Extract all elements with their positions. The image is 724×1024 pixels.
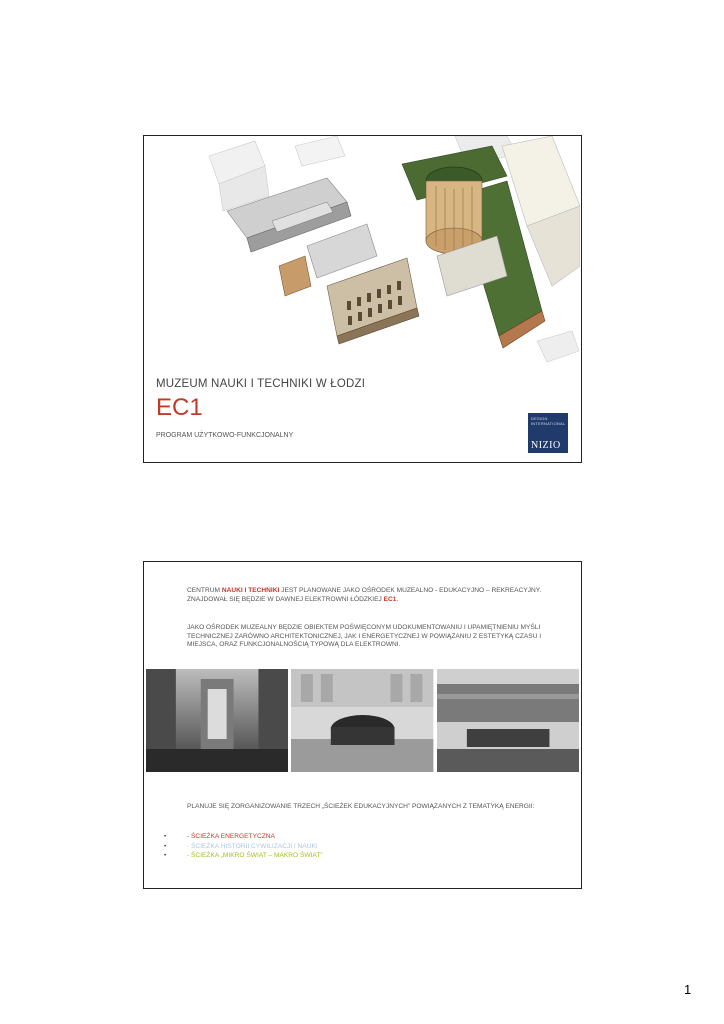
logo-name: NIZIO xyxy=(531,440,561,451)
photo-control-room xyxy=(437,669,579,772)
slide-title: EC1 xyxy=(156,394,203,421)
list-item xyxy=(164,851,323,861)
slide-1 xyxy=(143,135,582,463)
program-label: PROGRAM UŻYTKOWO-FUNKCJONALNY xyxy=(156,432,294,439)
para1-highlight: NAUKI I TECHNIKI xyxy=(221,587,280,594)
slide-2 xyxy=(143,561,582,889)
photo-strip xyxy=(146,669,579,772)
intro-paragraph xyxy=(187,587,572,604)
photo-turbine-hall xyxy=(291,669,433,772)
para1-rest: JEST PLANOWANE JAKO OŚRODEK MUZEALNO - EDUKACYJNO – REKREACYJNY. xyxy=(279,587,542,594)
para2-prefix: ZNAJDOWAŁ SIĘ BĘDZIE W DAWNEJ ELEKTROWNI ŁÓDZKIEJ xyxy=(187,595,384,603)
list-item xyxy=(164,832,323,842)
education-paths-list xyxy=(164,832,323,861)
para1-prefix: CENTRUM xyxy=(187,587,222,594)
path-civilization: - ŚCIEŻKA HISTORII CYWILIZACJI I NAUKI xyxy=(187,842,318,850)
path-energy: - ŚCIEŻKA ENERGETYCZNA xyxy=(187,833,275,840)
nizio-logo xyxy=(528,413,568,453)
logo-small-text: DESIGN INTERNATIONAL xyxy=(531,416,566,426)
museum-name: MUZEUM NAUKI I TECHNIKI W ŁODZI xyxy=(156,378,366,390)
bullet: • xyxy=(164,852,167,860)
list-item xyxy=(164,842,323,852)
paths-intro: PLANUJE SIĘ ZORGANIZOWANIE TRZECH „ŚCIEŻEK EDUKACYJNYCH” POWIĄZANYCH Z TEMATYKĄ ENERGII: xyxy=(187,803,535,810)
page-number: 1 xyxy=(684,982,692,997)
museum-description: JAKO OŚRODEK MUZEALNY BĘDZIE OBIEKTEM POŚWIĘCONYM UDOKUMENTOWANIU I UPAMIĘTNIENIU MYŚLI TECHNICZNEJ ZARÓWNO ARCHITEKTONICZNEJ, JAK I ENERGETYCZNEJ W POWIĄZANIU Z ESTETYKĄ CZASU I MIEJSCA, ORAZ FUNKCJONALNOŚCIĄ TYPOWĄ DLA ELEKTROWNI. xyxy=(187,624,542,649)
para2-suffix: . xyxy=(396,595,399,603)
bullet: • xyxy=(164,842,167,850)
path-micro-macro: - ŚCIEŻKA „MIKRO ŚWIAT – MAKRO ŚWIAT” xyxy=(187,852,323,860)
building-axonometric-render xyxy=(207,136,580,362)
photo-boiler-hall xyxy=(146,669,288,772)
bullet: • xyxy=(164,833,167,840)
para2-highlight: EC1 xyxy=(383,595,397,603)
